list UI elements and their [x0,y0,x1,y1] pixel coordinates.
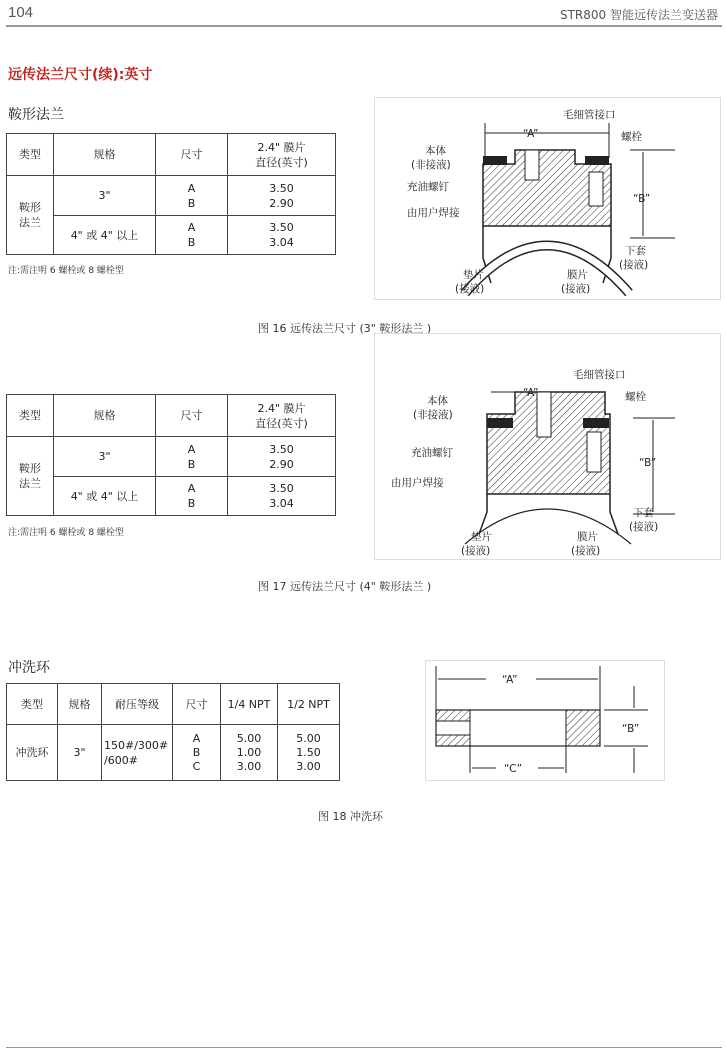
th-spec: 规格 [58,684,102,725]
body-sub-label: (非接液) [413,409,453,421]
cell-dims: A B [156,176,228,216]
cell-dims: A B C [173,725,221,781]
document-title: STR800 智能远传法兰变送器 [559,8,718,22]
th-quarter-npt: 1/4 NPT [221,684,278,725]
page-number: 104 [8,4,34,21]
cell-dims: A B [156,437,228,477]
flushing-ring-table [6,683,340,781]
cell-spec: 3" [54,176,156,216]
th-diaphragm: 2.4" 膜片 直径(英寸) [228,134,336,176]
figure-18-caption: 图 18 冲洗环 [318,810,383,823]
dim-b-label: “B” [622,723,640,735]
gasket-wetted-label: (接液) [461,545,491,557]
bolt-label: 螺栓 [625,391,646,403]
footer-divider [6,1047,722,1048]
table-note: 注:需注明 6 螺栓或 8 螺栓型 [8,266,124,276]
cell-type: 鞍形 法兰 [7,437,54,516]
saddle-flange-3in-diagram [374,97,721,300]
lower-housing-label: 下套 [625,245,646,257]
figure-17-caption: 图 17 远传法兰尺寸 (4" 鞍形法兰 ) [258,580,432,593]
fill-screw-label: 充油螺钉 [407,181,449,193]
cell-spec: 3" [54,437,156,477]
cell-quarter-npt: 5.00 1.00 3.00 [221,725,278,781]
diaphragm-wetted-label: (接液) [571,545,601,557]
th-type: 类型 [7,684,58,725]
diaphragm-label: 膜片 [567,269,588,281]
saddle-flange-4in-diagram [374,333,721,560]
th-spec: 规格 [54,134,156,176]
dim-a-label: “A” [502,674,518,686]
saddle-flange-title: 鞍形法兰 [8,107,64,123]
th-dim: 尺寸 [156,395,228,437]
th-diaphragm: 2.4" 膜片 直径(英寸) [228,395,336,437]
dim-a-label: “A” [523,387,539,399]
capillary-label: 毛细管接口 [563,109,616,121]
cell-dims: A B [156,216,228,255]
diaphragm-label: 膜片 [577,531,598,543]
gasket-label: 垫片 [463,269,484,281]
bolt-label: 螺栓 [621,131,642,143]
th-dim: 尺寸 [173,684,221,725]
cell-spec: 4" 或 4" 以上 [54,216,156,255]
lower-housing-label: 下套 [633,507,654,519]
cell-spec: 4" 或 4" 以上 [54,477,156,516]
body-sub-label: (非接液) [411,159,451,171]
cell-spec: 3" [58,725,102,781]
cell-half-npt: 5.00 1.50 3.00 [278,725,340,781]
table-note: 注:需注明 6 螺栓或 8 螺栓型 [8,528,124,538]
cell-dims: A B [156,477,228,516]
cell-values: 3.50 2.90 [228,437,336,477]
body-label: 本体 [425,145,446,157]
body-label: 本体 [427,395,448,407]
cell-values: 3.50 3.04 [228,477,336,516]
weld-label: 由用户焊接 [407,207,460,219]
saddle-flange-table-2 [6,394,336,516]
section-heading: 远传法兰尺寸(续):英寸 [8,67,153,83]
dim-b-label: “B” [639,457,657,469]
cell-type: 鞍形 法兰 [7,176,54,255]
th-pressure: 耐压等级 [102,684,173,725]
lower-housing-wetted-label: (接液) [619,259,649,271]
dim-b-label: “B” [633,193,651,205]
figure-16-caption: 图 16 远传法兰尺寸 (3" 鞍形法兰 ) [258,322,432,335]
dim-c-label: “C” [504,763,523,775]
capillary-label: 毛细管接口 [573,369,626,381]
gasket-wetted-label: (接液) [455,283,485,295]
weld-label: 由用户焊接 [391,477,444,489]
saddle-flange-table-1 [6,133,336,255]
th-type: 类型 [7,134,54,176]
th-half-npt: 1/2 NPT [278,684,340,725]
cell-values: 3.50 3.04 [228,216,336,255]
diaphragm-wetted-label: (接液) [561,283,591,295]
header-divider [6,25,722,27]
th-spec: 规格 [54,395,156,437]
gasket-label: 垫片 [471,531,492,543]
cell-type: 冲洗环 [7,725,58,781]
dim-a-label: “A” [523,128,539,140]
th-dim: 尺寸 [156,134,228,176]
cell-pressure: 150#/300# /600# [102,725,173,781]
flushing-ring-title: 冲洗环 [8,660,50,676]
flushing-ring-diagram [425,660,665,781]
lower-housing-wetted-label: (接液) [629,521,659,533]
fill-screw-label: 充油螺钉 [411,447,453,459]
th-type: 类型 [7,395,54,437]
cell-values: 3.50 2.90 [228,176,336,216]
